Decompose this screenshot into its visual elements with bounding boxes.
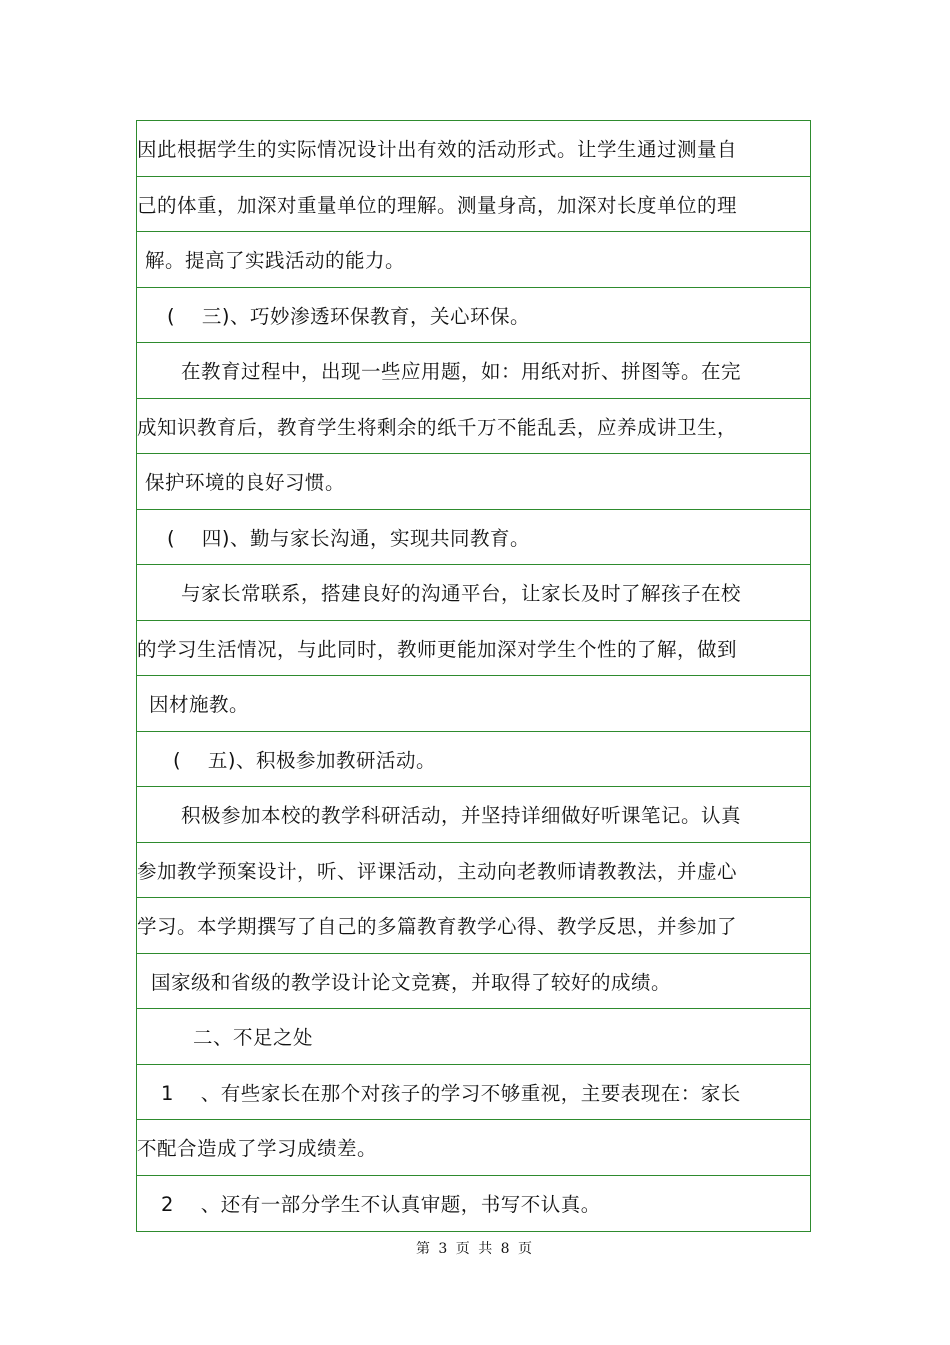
text-line: [137, 1120, 810, 1176]
text-line: [137, 621, 810, 677]
text-line-content: 学习。本学期撰写了自己的多篇教育教学心得、教学反思，并参加了: [137, 915, 738, 939]
text-line-content: 在教育过程中，出现一些应用题，如：用纸对折、拼图等。在完: [181, 360, 742, 384]
document-text-table: [136, 120, 811, 1232]
text-line: [137, 232, 810, 288]
text-line-content: 因此根据学生的实际情况设计出有效的活动形式。让学生通过测量自: [137, 138, 738, 162]
text-line-content: ( 五)、积极参加教研活动。: [173, 748, 437, 772]
text-line: [137, 676, 810, 732]
text-line: [137, 843, 810, 899]
page-footer: 第 3 页 共 8 页: [415, 1241, 535, 1257]
text-line-content: 解。提高了实践活动的能力。: [145, 249, 406, 273]
text-line-content: 国家级和省级的教学设计论文竞赛，并取得了较好的成绩。: [151, 970, 672, 994]
text-line-content: 二、不足之处: [193, 1026, 314, 1050]
text-line: [137, 399, 810, 455]
text-line: [137, 787, 810, 843]
text-line: [137, 565, 810, 621]
text-line-content: ( 三)、巧妙渗透环保教育，关心环保。: [167, 304, 531, 328]
text-line: [137, 1176, 810, 1232]
text-line-content: 积极参加本校的教学科研活动，并坚持详细做好听课笔记。认真: [181, 804, 742, 828]
text-line: [137, 510, 810, 566]
text-line-content: 与家长常联系，搭建良好的沟通平台，让家长及时了解孩子在校: [181, 582, 742, 606]
text-line-content: 成知识教育后，教育学生将剩余的纸千万不能乱丢，应养成讲卫生，: [137, 415, 738, 439]
text-line: [137, 288, 810, 344]
text-line-content: ( 四)、勤与家长沟通，实现共同教育。: [167, 526, 531, 550]
text-line-content: 保护环境的良好习惯。: [145, 471, 346, 495]
text-line-content: 参加教学预案设计，听、评课活动，主动向老教师请教教法，并虚心: [137, 859, 738, 883]
text-line-content: 因材施教。: [149, 693, 250, 717]
text-line: [137, 454, 810, 510]
text-line: [137, 1065, 810, 1121]
text-line: [137, 732, 810, 788]
text-line-content: 1 、有些家长在那个对孩子的学习不够重视，主要表现在：家长: [161, 1081, 741, 1105]
text-line: [137, 343, 810, 399]
text-line-content: 己的体重，加深对重量单位的理解。测量身高，加深对长度单位的理: [137, 193, 738, 217]
text-line: [137, 954, 810, 1010]
text-line-content: 2 、还有一部分学生不认真审题，书写不认真。: [161, 1193, 601, 1217]
text-line: [137, 1009, 810, 1065]
text-line: [137, 121, 810, 177]
text-line: [137, 177, 810, 233]
text-line: [137, 898, 810, 954]
text-line-content: 的学习生活情况，与此同时，教师更能加深对学生个性的了解，做到: [137, 637, 738, 661]
text-line-content: 不配合造成了学习成绩差。: [137, 1137, 378, 1161]
